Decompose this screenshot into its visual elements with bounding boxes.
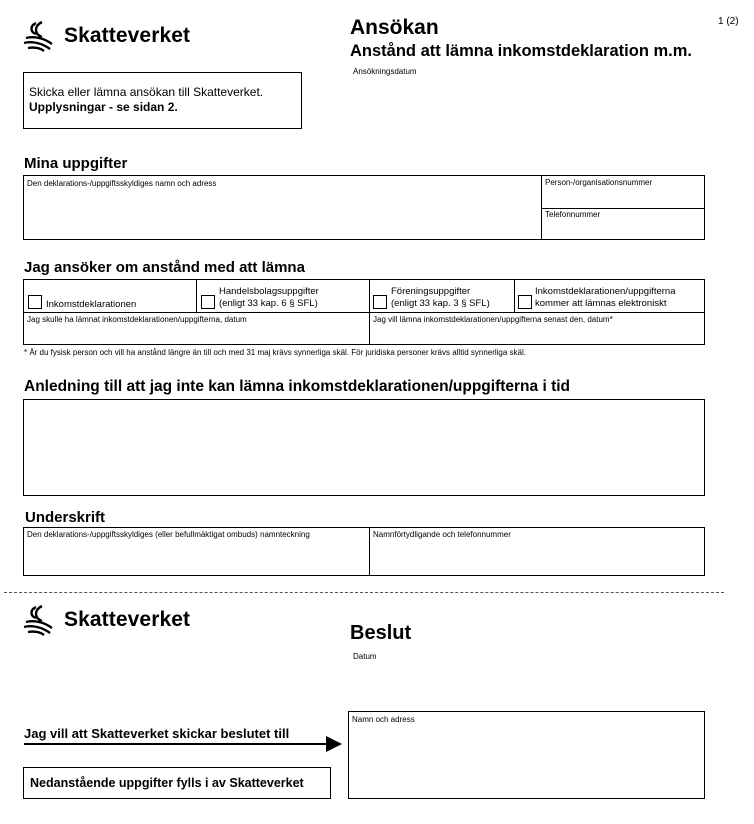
section-heading-anledning: Anledning till att jag inte kan lämna inkomstdeklarationen/uppgifterna i tid [24, 378, 571, 395]
option-forening-line1: Föreningsuppgifter [391, 286, 471, 297]
reason-textarea[interactable] [23, 399, 705, 496]
form-title: Ansökan [350, 16, 439, 39]
arrow-line [24, 743, 330, 745]
send-to-label: Jag vill att Skatteverket skickar beslutet till [24, 726, 290, 741]
orgnr-field[interactable] [544, 188, 702, 206]
cut-line [4, 592, 724, 593]
logo-text: Skatteverket [64, 24, 191, 47]
info-box [23, 72, 302, 129]
option-forening-line2: (enligt 33 kap. 3 § SFL) [391, 298, 490, 309]
option-handelsbolag-line2: (enligt 33 kap. 6 § SFL) [219, 298, 318, 309]
name-address-field[interactable] [26, 188, 538, 238]
signature-field[interactable] [26, 541, 366, 573]
date-should-label: Jag skulle ha lämnat inkomstdeklarationen/uppgifterna, datum [27, 315, 247, 324]
skatteverket-logo-bottom [22, 604, 190, 636]
name-address-label: Den deklarations-/uppgiftsskyldiges namn och adress [27, 179, 217, 188]
option-elektroniskt-line1: Inkomstdeklarationen/uppgifterna [535, 286, 676, 297]
anstand-box [23, 279, 705, 345]
info-line-2: Upplysningar - se sidan 2. [29, 100, 178, 114]
page-number: 1 (2) [718, 16, 739, 27]
date-latest-field[interactable] [372, 325, 702, 342]
beslut-name-address-label: Namn och adress [352, 715, 415, 724]
date-should-field[interactable] [26, 325, 366, 342]
orgnr-label: Person-/organisationsnummer [545, 178, 653, 187]
info-line-1: Skicka eller lämna ansökan till Skatteverket. [29, 85, 264, 99]
logo-text-bottom: Skatteverket [64, 608, 191, 631]
checkbox-inkomstdeklarationen[interactable] [28, 295, 42, 309]
section-heading-underskrift: Underskrift [25, 509, 106, 526]
section-heading-anstand: Jag ansöker om anstånd med att lämna [24, 259, 305, 276]
filled-by-box [23, 767, 331, 799]
mina-uppgifter-box [23, 175, 705, 240]
beslut-date-label: Datum [353, 652, 377, 661]
beslut-title: Beslut [350, 622, 412, 644]
skatteverket-logo [22, 20, 190, 52]
name-phone-field[interactable] [372, 541, 702, 573]
skatteverket-logo-icon [22, 20, 58, 52]
name-phone-label: Namnförtydligande och telefonnummer [373, 530, 511, 539]
phone-label: Telefonnummer [545, 210, 601, 219]
checkbox-foreningsuppgifter[interactable] [373, 295, 387, 309]
checkbox-elektroniskt[interactable] [518, 295, 532, 309]
filled-by-label: Nedanstående uppgifter fylls i av Skatteverket [30, 776, 304, 790]
checkbox-handelsbolagsuppgifter[interactable] [201, 295, 215, 309]
phone-field[interactable] [544, 220, 702, 238]
name-address-box[interactable] [348, 711, 705, 799]
date-latest-label: Jag vill lämna inkomstdeklarationen/uppgifterna senast den, datum* [373, 315, 613, 324]
skatteverket-logo-icon [22, 604, 58, 636]
application-date-label: Ansökningsdatum [353, 67, 417, 76]
arrow-right-icon [326, 736, 342, 752]
option-elektroniskt-line2: kommer att lämnas elektroniskt [535, 298, 667, 309]
anstand-footnote: * Är du fysisk person och vill ha anstånd längre än till och med 31 maj krävs synnerliga skäl. För juridiska personer krävs alltid synnerliga skäl. [24, 348, 527, 357]
section-heading-mina-uppgifter: Mina uppgifter [24, 155, 128, 172]
underskrift-box [23, 527, 705, 576]
signature-label: Den deklarations-/uppgiftsskyldiges (eller befullmäktigat ombuds) namnteckning [27, 530, 310, 539]
form-subtitle: Anstånd att lämna inkomstdeklaration m.m. [350, 42, 692, 60]
option-handelsbolag-line1: Handelsbolagsuppgifter [219, 286, 319, 297]
option-inkomstdeklarationen-label: Inkomstdeklarationen [46, 299, 137, 310]
